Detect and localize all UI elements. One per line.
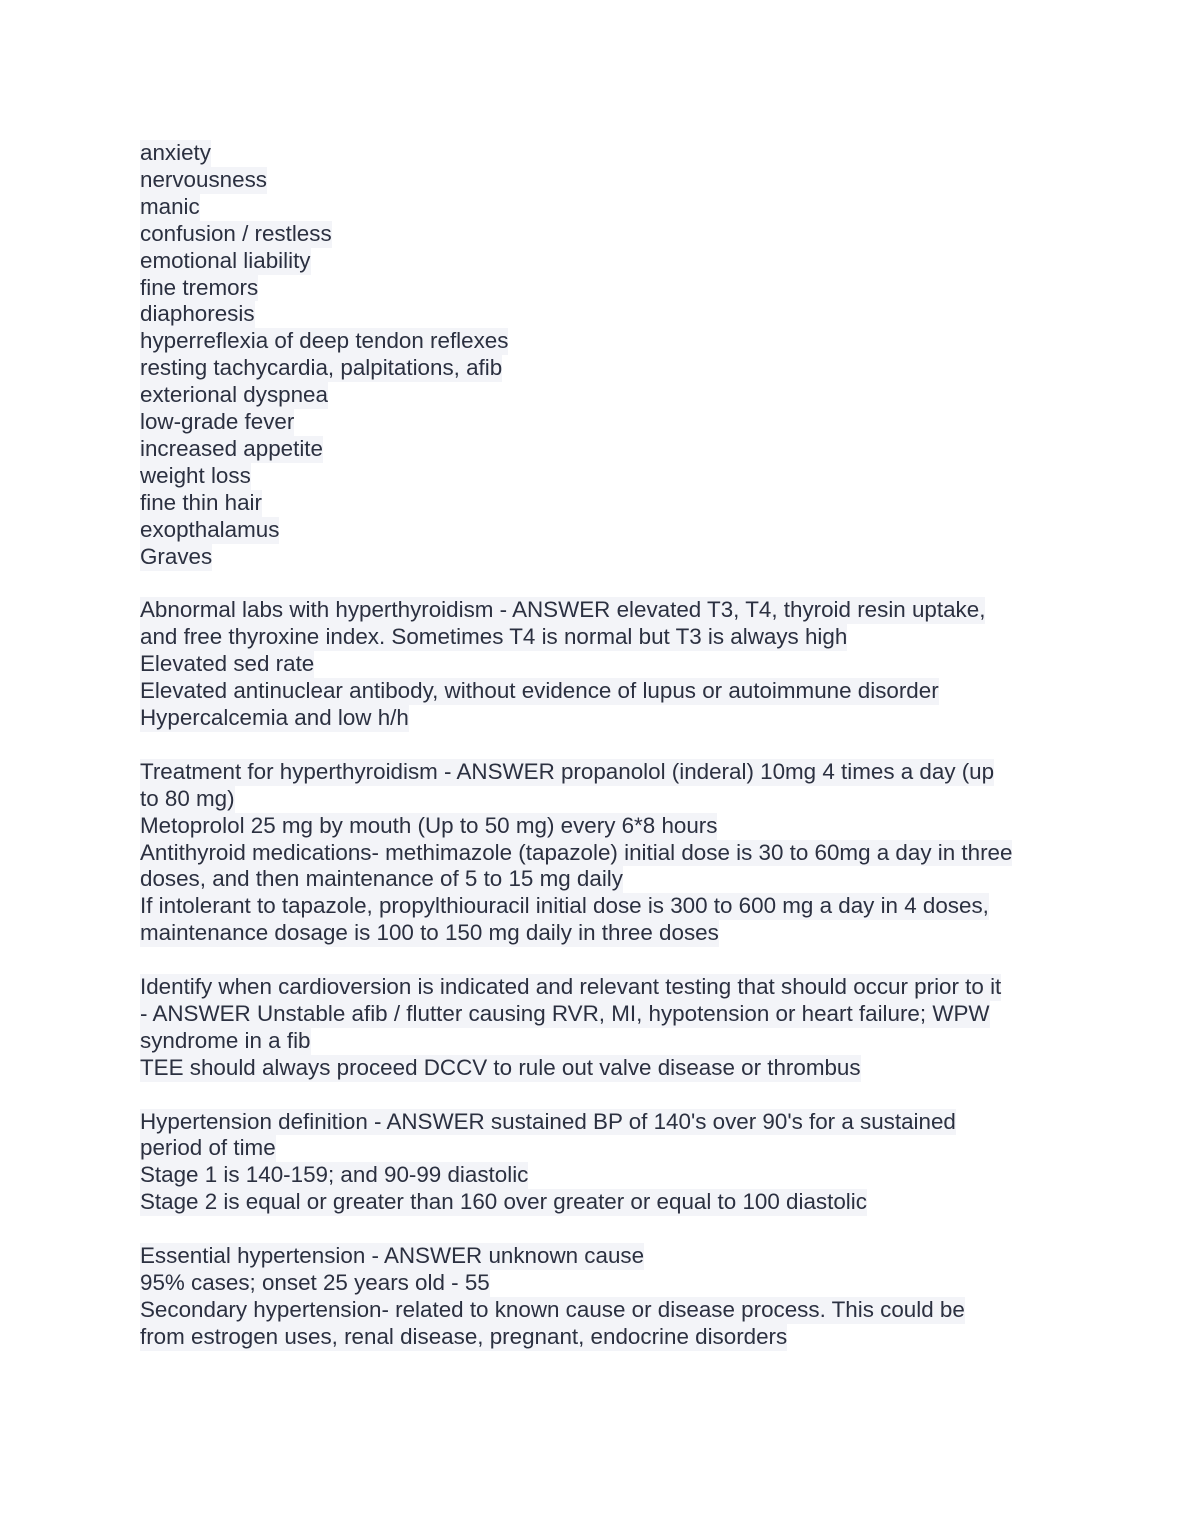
paragraph-gap bbox=[140, 732, 1060, 759]
treatment-line: If intolerant to tapazole, propylthiouracil initial dose is 300 to 600 mg a day in 4 doses, bbox=[140, 893, 989, 919]
symptom-line: weight loss bbox=[140, 462, 251, 488]
treatment-line: Antithyroid medications- methimazole (tapazole) initial dose is 30 to 60mg a day in three bbox=[140, 839, 1013, 865]
paragraph-gap bbox=[140, 1082, 1060, 1109]
essential-hypertension-line: Essential hypertension - ANSWER unknown cause bbox=[140, 1243, 645, 1269]
treatment-block bbox=[140, 759, 1060, 947]
symptom-line: exopthalamus bbox=[140, 516, 280, 542]
symptom-line: low-grade fever bbox=[140, 409, 295, 435]
symptom-line: confusion / restless bbox=[140, 220, 332, 246]
cardioversion-block bbox=[140, 974, 1060, 1082]
treatment-line: doses, and then maintenance of 5 to 15 mg daily bbox=[140, 866, 623, 892]
treatment-line: Metoprolol 25 mg by mouth (Up to 50 mg) every 6*8 hours bbox=[140, 812, 718, 838]
symptom-line: fine tremors bbox=[140, 274, 259, 300]
hypertension-definition-line: Hypertension definition - ANSWER sustained BP of 140's over 90's for a sustained bbox=[140, 1108, 956, 1134]
abnormal-labs-line: Hypercalcemia and low h/h bbox=[140, 705, 409, 731]
hypertension-definition-line: period of time bbox=[140, 1135, 276, 1161]
symptom-line: fine thin hair bbox=[140, 489, 262, 515]
symptom-line: exterional dyspnea bbox=[140, 382, 328, 408]
cardioversion-line: Identify when cardioversion is indicated and relevant testing that should occur prior to it bbox=[140, 974, 1002, 1000]
abnormal-labs-line: and free thyroxine index. Sometimes T4 is normal but T3 is always high bbox=[140, 624, 848, 650]
paragraph-gap bbox=[140, 947, 1060, 974]
cardioversion-line: TEE should always proceed DCCV to rule out valve disease or thrombus bbox=[140, 1054, 861, 1080]
essential-hypertension-line: Secondary hypertension- related to known cause or disease process. This could be bbox=[140, 1296, 965, 1322]
paragraph-gap bbox=[140, 571, 1060, 598]
cardioversion-line: - ANSWER Unstable afib / flutter causing RVR, MI, hypotension or heart failure; WPW bbox=[140, 1000, 990, 1026]
abnormal-labs-line: Elevated antinuclear antibody, without evidence of lupus or autoimmune disorder bbox=[140, 678, 939, 704]
symptom-line: manic bbox=[140, 193, 200, 219]
cardioversion-line: syndrome in a fib bbox=[140, 1027, 311, 1053]
essential-hypertension-line: from estrogen uses, renal disease, pregnant, endocrine disorders bbox=[140, 1323, 788, 1349]
symptom-line: nervousness bbox=[140, 166, 267, 192]
symptom-line: hyperreflexia of deep tendon reflexes bbox=[140, 328, 509, 354]
hypertension-definition-line: Stage 1 is 140-159; and 90-99 diastolic bbox=[140, 1162, 529, 1188]
abnormal-labs-block bbox=[140, 597, 1060, 732]
treatment-line: maintenance dosage is 100 to 150 mg daily in three doses bbox=[140, 920, 719, 946]
symptom-line: diaphoresis bbox=[140, 301, 255, 327]
treatment-line: Treatment for hyperthyroidism - ANSWER propanolol (inderal) 10mg 4 times a day (up bbox=[140, 758, 995, 784]
symptom-line: anxiety bbox=[140, 140, 211, 165]
treatment-line: to 80 mg) bbox=[140, 785, 235, 811]
document-page bbox=[140, 140, 1060, 1351]
abnormal-labs-line: Abnormal labs with hyperthyroidism - ANSWER elevated T3, T4, thyroid resin uptake, bbox=[140, 597, 986, 623]
hypertension-definition-block bbox=[140, 1109, 1060, 1217]
symptom-line: increased appetite bbox=[140, 435, 323, 461]
essential-hypertension-block bbox=[140, 1243, 1060, 1351]
hypertension-definition-line: Stage 2 is equal or greater than 160 over greater or equal to 100 diastolic bbox=[140, 1189, 867, 1215]
symptom-line: emotional liability bbox=[140, 247, 311, 273]
paragraph-gap bbox=[140, 1216, 1060, 1243]
essential-hypertension-line: 95% cases; onset 25 years old - 55 bbox=[140, 1269, 490, 1295]
symptom-line: resting tachycardia, palpitations, afib bbox=[140, 355, 503, 381]
symptom-list bbox=[140, 140, 1060, 571]
symptom-line: Graves bbox=[140, 543, 213, 569]
abnormal-labs-line: Elevated sed rate bbox=[140, 651, 315, 677]
